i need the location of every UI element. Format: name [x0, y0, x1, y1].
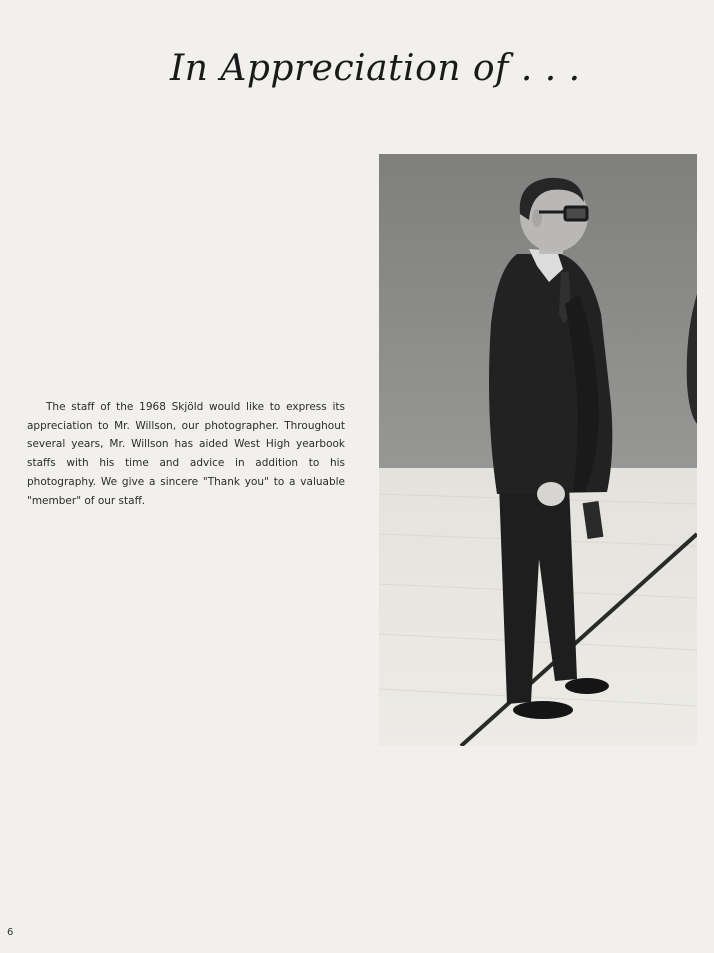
man-shoe-front: [513, 701, 573, 719]
photographer-photo: [379, 154, 697, 746]
man-shoe-back: [565, 678, 609, 694]
page-number: 6: [7, 927, 14, 938]
page-title: In Appreciation of . . .: [170, 48, 581, 89]
appreciation-paragraph: The staff of the 1968 Skjöld would like to express its appreciation to Mr. Willson, our photographer. Throughout several years, Mr. Willson has aided West High yearbook staffs with his time and advice in addition to his photography. We give a sincere "Thank you" to a valuable "member" of our staff.: [27, 401, 345, 507]
man-hand: [537, 482, 565, 506]
